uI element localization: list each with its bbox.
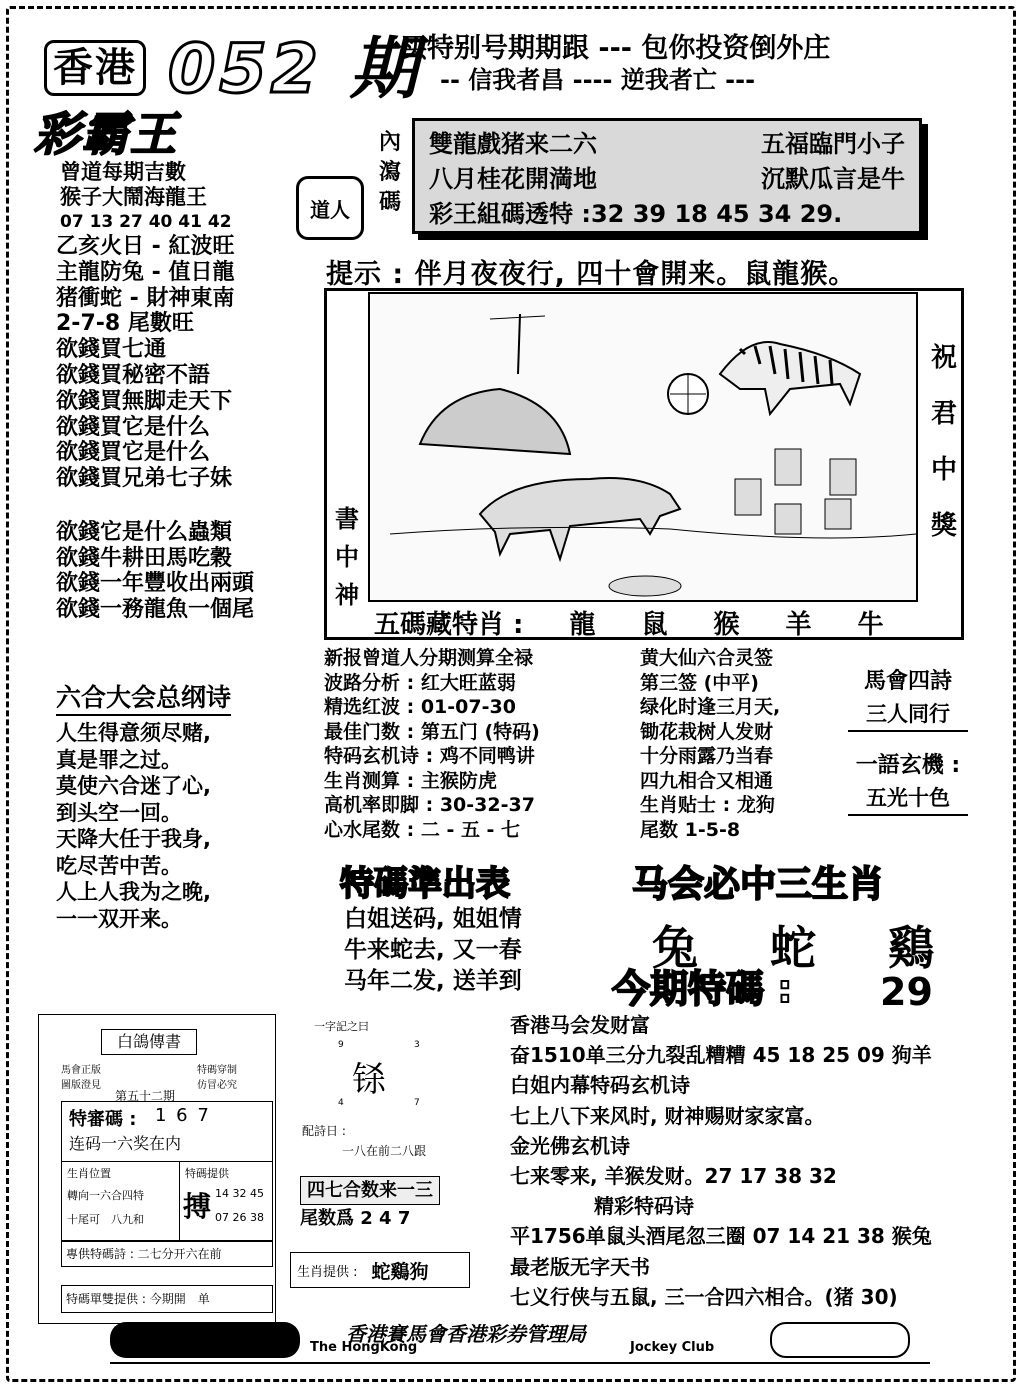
book-line1: 连码一六奖在内 <box>69 1134 182 1153</box>
list-item: 最老版无字天书 <box>510 1254 650 1279</box>
list-item: 新报曾道人分期测算全禄 <box>324 647 534 669</box>
slogan-line2: -- 信我者昌 ---- 逆我者亡 --- <box>440 66 756 94</box>
book-tema-label: 特審碼 : <box>69 1109 137 1130</box>
caption-item: 鼠 <box>641 610 668 640</box>
riddles-list <box>56 520 254 622</box>
caption-item: 龍 <box>569 610 596 640</box>
mahui-title: 马会必中三生肖 <box>632 864 885 905</box>
footer-en: Jockey Club <box>630 1340 715 1355</box>
daoren-stamp: 道人 <box>296 176 364 240</box>
book-title: 白鴿傳書 <box>101 1029 197 1055</box>
poem-line: 莫使六合迷了心, <box>56 774 211 798</box>
poem-title: 六合大会总纲诗 <box>56 678 231 716</box>
list-item: 欲錢一年豐收出兩頭 <box>56 571 255 596</box>
list-item: 猪衝蛇 - 財神東南 <box>56 285 235 311</box>
caption-item: 羊 <box>785 610 812 640</box>
list-item: 十分雨露乃当春 <box>640 745 774 767</box>
list-item: 欲錢買它是什么 <box>56 414 211 440</box>
list-item: 生肖测算 : 主猴防虎 <box>324 769 497 792</box>
insider-code-box <box>412 118 922 234</box>
list-item: 欲錢買無脚走天下 <box>56 388 233 414</box>
dict-poem: 一八在前二八跟 <box>342 1144 427 1158</box>
list-item: 精选红波 : 01-07-30 <box>324 696 516 718</box>
list-item: 欲錢買兄弟七子妹 <box>56 466 233 492</box>
current-tema-label: 今期特碼 : <box>612 967 793 1011</box>
region-title: 香港 <box>44 40 146 96</box>
tips-list <box>56 234 234 492</box>
poem-line: 真是罪之过。 <box>56 747 182 772</box>
poem-line: 吃尽苦中苦。 <box>56 853 182 878</box>
book-col2-nums: 07 26 38 <box>215 1211 264 1224</box>
list-item: 心水尾数 : 二 - 五 - 七 <box>324 818 521 841</box>
caption-item: 猴 <box>713 610 740 640</box>
dict-num: 9 <box>338 1040 344 1050</box>
tema-line: 牛来蛇去, 又一春 <box>344 937 522 963</box>
brand-title: 彩霸王 <box>34 107 178 161</box>
horse-poem-box <box>848 666 968 816</box>
list-item: 猴子大鬧海龍王 <box>60 185 207 209</box>
book-tema-value: 1 6 7 <box>155 1105 211 1126</box>
book-col1-line: 轉向一六合四特 <box>67 1189 144 1202</box>
horse-line: 五光十色 <box>848 782 968 816</box>
box-line: 彩王組碼透特 :32 39 18 45 34 29. <box>429 200 843 228</box>
stump <box>735 479 761 515</box>
dict-char: 铩 <box>352 1060 386 1100</box>
rock <box>420 389 570 454</box>
list-item: 波路分析 : 红大旺蓝弱 <box>324 671 516 694</box>
zodiac-provided-value: 蛇鷄狗 <box>371 1260 429 1283</box>
list-item: 七来零来, 羊猴发财。27 17 38 32 <box>510 1164 837 1189</box>
list-item: 欲錢買七通 <box>56 337 167 363</box>
list-item: 欲錢它是什么蟲類 <box>56 520 233 545</box>
hint-line: 提示 : 伴月夜夜行, 四十會開来。鼠龍猴。 <box>326 259 857 290</box>
issue-title <box>168 30 422 110</box>
right-logo <box>770 1322 910 1358</box>
pole <box>518 314 520 374</box>
poem-line: 人生得意须尽赌, <box>56 721 211 745</box>
dict-title: 一字記之曰 <box>314 1020 369 1033</box>
zodiac-provided-label: 生肖提供 : <box>297 1264 358 1280</box>
list-item: 曾道每期吉數 <box>60 160 186 184</box>
footer-cn: 香港賽馬會香港彩券管理局 <box>346 1322 586 1346</box>
list-item: 特码玄机诗 : 鸡不同鸭讲 <box>324 745 535 767</box>
list-item: 高机率即脚 : 30-32-37 <box>324 794 535 816</box>
book-col1-line: 十尾可 八九和 <box>67 1213 144 1226</box>
list-item: 绿化时逢三月天, <box>640 696 781 718</box>
box-line: 五福臨門小子 <box>761 130 905 158</box>
tema-title: 特碼準出表 <box>340 864 510 904</box>
poem-lines <box>56 720 211 932</box>
footer <box>110 1318 930 1364</box>
list-item: 四九相合又相通 <box>640 769 774 792</box>
book-col2-nums: 14 32 45 <box>215 1187 264 1200</box>
caption-label: 五碼藏特肖 : <box>374 610 524 640</box>
list-item: 白姐内幕特码玄机诗 <box>510 1073 690 1098</box>
issue-number: 052 <box>168 30 322 109</box>
bottom-right-list <box>510 1010 932 1312</box>
current-tema-number: 29 <box>880 970 933 1014</box>
list-item: 生肖贴士 : 龙狗 <box>640 794 775 816</box>
dict-num: 7 <box>414 1098 420 1108</box>
illustration-svg <box>370 294 916 600</box>
zebra <box>720 342 860 414</box>
footer-en: The HongKong <box>310 1340 418 1355</box>
book-side-right: 特碼穿制 仿冒必究 <box>197 1065 237 1091</box>
list-item: 香港马会发财富 <box>510 1013 650 1037</box>
picture-right-label: 祝君中獎 <box>930 343 957 541</box>
poem-line: 人上人我为之晚, <box>56 880 211 904</box>
zodiac: 蛇 <box>770 921 888 975</box>
book-bottom-value: 今期開 单 <box>149 1292 210 1306</box>
zodiac: 兔 <box>652 921 770 975</box>
list-item: 最佳门数 : 第五门 (特码) <box>324 720 540 743</box>
list-item: 07 13 27 40 41 42 <box>60 212 232 232</box>
tema-lines <box>344 904 522 997</box>
list-item: 平1756单鼠头酒尾忽三圈 07 14 21 38 猴兔 <box>510 1224 932 1249</box>
horse-title: 一語玄機 : <box>855 753 961 778</box>
poem-line: 天降大任于我身, <box>56 827 211 851</box>
book-col2-title: 特碼提供 <box>185 1167 229 1180</box>
book-col-divider <box>179 1161 180 1241</box>
stump <box>775 504 801 534</box>
list-item: 欲錢一務龍魚一個尾 <box>56 596 255 622</box>
poem-line: 一一双开来。 <box>56 906 182 931</box>
oracle-list <box>640 646 780 842</box>
zodiac-provided <box>290 1252 470 1288</box>
issue-suffix: 期 <box>349 30 422 109</box>
dict-num: 3 <box>414 1040 420 1050</box>
list-item: 尾数 1-5-8 <box>640 818 741 841</box>
book-divider <box>61 1161 273 1162</box>
analysis-list <box>324 646 540 842</box>
list-item: 乙亥火日 - 紅波旺 <box>56 234 235 259</box>
list-item: 金光佛玄机诗 <box>510 1133 630 1158</box>
book-special: 專供特碼詩 : 二七分开六在前 <box>61 1241 273 1267</box>
box-line: 沉默瓜言是牛 <box>761 165 905 193</box>
neixie-label: 內瀉碼 <box>378 130 401 215</box>
list-item: 奋1510单三分九裂乱糟糟 45 18 25 09 狗羊 <box>510 1043 932 1068</box>
list-item: 2-7-8 尾數旺 <box>56 311 194 337</box>
horse-line: 三人同行 <box>848 698 968 732</box>
book-bottom <box>61 1285 273 1313</box>
summary-line: 四七合数来一三 <box>300 1176 440 1205</box>
list-item: 欲錢買它是什么 <box>56 440 211 466</box>
book-col2-big: 搏 <box>183 1190 212 1223</box>
boar <box>480 478 680 559</box>
book-col1-title: 生肖位置 <box>67 1167 111 1180</box>
slogan-line1: 买特别号期期跟 --- 包你投资倒外庄 <box>400 33 831 64</box>
pigeon-book <box>38 1014 276 1324</box>
box-line: 雙龍戲猪来二六 <box>429 130 597 158</box>
wire <box>490 316 545 319</box>
one-word-box <box>298 1018 446 1188</box>
picture-left-label: 書中神 <box>335 505 359 609</box>
poem-line: 到头空一回。 <box>56 800 182 825</box>
zodiac: 鷄 <box>888 921 1006 975</box>
list-item: 主龍防兔 - 值日龍 <box>56 259 235 285</box>
picture-caption <box>374 604 884 641</box>
stump <box>825 499 851 529</box>
list-item: 欲錢買秘密不語 <box>56 362 211 388</box>
box-line: 八月桂花開満地 <box>429 165 597 193</box>
dict-poem-label: 配詩日 : <box>302 1124 346 1138</box>
summary-line: 尾数爲 2 4 7 <box>300 1208 411 1229</box>
tail-summary <box>300 1176 440 1232</box>
list-item: 七义行侠与五鼠, 三一合四六相合。(猪 30) <box>510 1284 898 1309</box>
book-issue: 第五十二期 <box>115 1089 176 1103</box>
caption-item: 牛 <box>857 610 884 640</box>
stump <box>830 459 856 495</box>
book-bottom-label: 特碼單雙提供 : <box>66 1292 146 1306</box>
tema-line: 白姐送码, 姐姐情 <box>344 906 522 932</box>
book-side-left: 馬會正版 圖版澄見 <box>61 1065 101 1091</box>
list-item: 锄花栽树人发财 <box>640 720 774 743</box>
list-item: 欲錢牛耕田馬吃穀 <box>56 545 233 571</box>
list-item: 精彩特码诗 <box>594 1194 694 1219</box>
intro-list <box>60 160 232 235</box>
illustration <box>368 292 918 602</box>
horse-title: 馬會四詩 <box>863 669 952 694</box>
list-item: 第三签 (中平) <box>640 671 759 694</box>
stump-base <box>609 576 681 596</box>
dict-num: 4 <box>338 1098 344 1108</box>
stump <box>775 449 801 485</box>
list-item: 七上八下来风时, 财神赐财家家富。 <box>510 1103 825 1128</box>
tema-line: 马年二发, 送羊到 <box>344 968 522 994</box>
left-logo <box>110 1322 300 1358</box>
list-item: 黄大仙六合灵签 <box>640 647 774 669</box>
